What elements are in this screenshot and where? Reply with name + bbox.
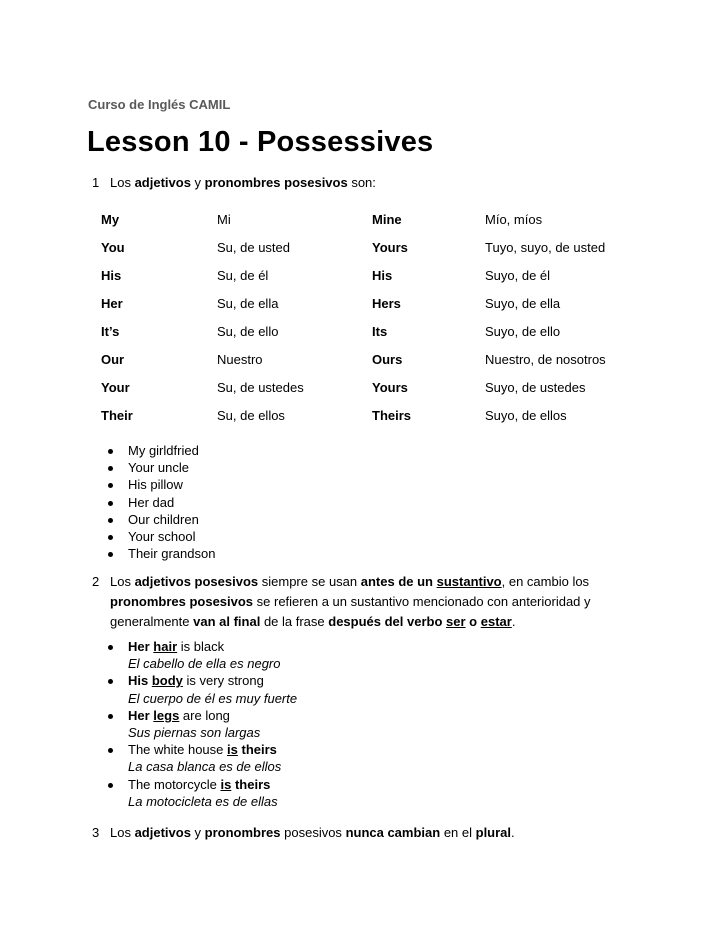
translation: La casa blanca es de ellos xyxy=(128,759,282,775)
table-row xyxy=(88,289,645,317)
translation: Sus piernas son largas xyxy=(128,725,261,741)
table-row xyxy=(88,401,645,429)
table-row xyxy=(88,233,645,261)
table-cell: My xyxy=(101,211,120,227)
list-item: Their grandson xyxy=(106,545,215,562)
list-item: His pillow xyxy=(106,476,215,493)
list-item: Your school xyxy=(106,528,215,545)
table-cell: Her xyxy=(101,295,123,311)
list-item: My girldfried xyxy=(106,442,215,459)
table-cell: Our xyxy=(101,351,125,367)
list-item: The motorcycle is theirs La motocicleta es de ellas xyxy=(106,776,297,810)
list-item: Her legs are long Sus piernas son largas xyxy=(106,707,297,741)
table-cell: Mío, míos xyxy=(485,211,543,227)
table-row xyxy=(88,373,645,401)
table-cell: Suyo, de ustedes xyxy=(485,379,586,395)
list-item: Her dad xyxy=(106,494,215,511)
table-row xyxy=(88,205,645,233)
table-cell: Suyo, de ellos xyxy=(485,407,567,423)
table-cell: Your xyxy=(101,379,130,395)
table-cell: Ours xyxy=(372,351,403,367)
table-row xyxy=(88,345,645,373)
table-cell: You xyxy=(101,239,125,255)
section-3-text: Los adjetivos y pronombres posesivos nunca cambian en el plural. xyxy=(110,825,515,840)
table-row xyxy=(88,261,645,289)
table-cell: Their xyxy=(101,407,133,423)
table-cell: Su, de ellos xyxy=(217,407,285,423)
table-cell: Suyo, de ella xyxy=(485,295,561,311)
table-cell: Suyo, de él xyxy=(485,267,551,283)
section-2-number: 2 xyxy=(92,574,100,589)
table-cell: Yours xyxy=(372,379,408,395)
table-cell: His xyxy=(372,267,393,283)
examples-list-2 xyxy=(106,638,297,810)
table-cell: Hers xyxy=(372,295,401,311)
table-cell: His xyxy=(101,267,122,283)
list-item: The white house is theirs La casa blanca es de ellos xyxy=(106,741,297,775)
table-cell: Tuyo, suyo, de usted xyxy=(485,239,606,255)
section-1-text: Los adjetivos y pronombres posesivos son: xyxy=(110,175,376,190)
table-cell: Its xyxy=(372,323,388,339)
section-3-number: 3 xyxy=(92,825,100,840)
table-cell: Theirs xyxy=(372,407,412,423)
list-item: His body is very strong El cuerpo de él es muy fuerte xyxy=(106,672,297,706)
list-item: Our children xyxy=(106,511,215,528)
translation: La motocicleta es de ellas xyxy=(128,793,278,809)
table-cell: Yours xyxy=(372,239,408,255)
table-cell: Su, de ella xyxy=(217,295,279,311)
page-title: Lesson 10 - Possessives xyxy=(87,126,434,158)
table-cell: Su, de ustedes xyxy=(217,379,304,395)
possessives-table xyxy=(88,205,645,429)
translation: El cuerpo de él es muy fuerte xyxy=(128,690,298,706)
table-cell: Mine xyxy=(372,211,402,227)
table-cell: Suyo, de ello xyxy=(485,323,561,339)
table-cell: Su, de usted xyxy=(217,239,290,255)
examples-list-1 xyxy=(106,442,215,562)
section-1-number: 1 xyxy=(92,175,100,190)
table-cell: Nuestro xyxy=(217,351,263,367)
table-cell: Su, de él xyxy=(217,267,269,283)
list-item: Her hair is black El cabello de ella es negro xyxy=(106,638,297,672)
course-name: Curso de Inglés CAMIL xyxy=(88,97,231,112)
list-item: Your uncle xyxy=(106,459,215,476)
table-cell: It’s xyxy=(101,323,120,339)
section-2-text: Los adjetivos posesivos siempre se usan antes de un sustantivo, en cambio los pronombres posesivos se refieren a un sustantivo mencionado con anterioridad y generalmente van al final de la frase después del verbo ser o estar. xyxy=(110,574,591,629)
translation: El cabello de ella es negro xyxy=(128,656,281,672)
table-cell: Su, de ello xyxy=(217,323,279,339)
table-cell: Nuestro, de nosotros xyxy=(485,351,606,367)
table-cell: Mi xyxy=(217,211,231,227)
table-row xyxy=(88,317,645,345)
